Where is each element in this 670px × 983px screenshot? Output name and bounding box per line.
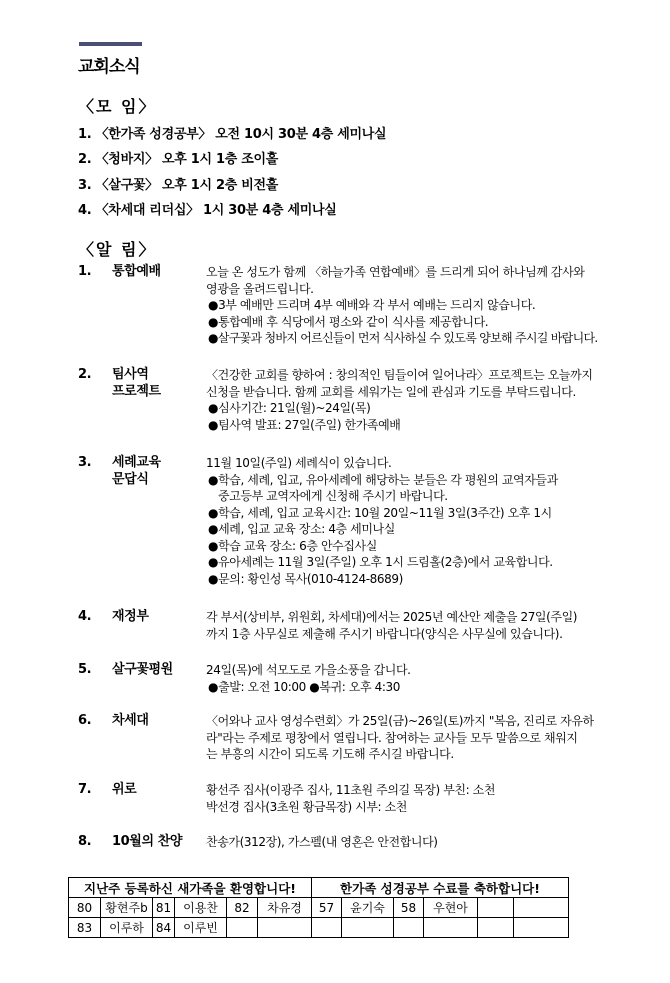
notice-body (206, 713, 626, 763)
notice-label: 재정부 (112, 609, 149, 624)
notice-line: 찬송가(312장), 가스펠(내 영혼은 안전합니다) (206, 835, 438, 849)
notice-number: 4. (78, 609, 92, 624)
notice-bullet: ●문의: 황인성 목사(010-4124-8689) (208, 571, 403, 586)
welcome-table (68, 877, 569, 938)
table-cell: 이루빈 (175, 918, 227, 938)
table-cell: 84 (153, 918, 175, 938)
meeting-item: 1. 〈한가족 성경공부〉 오전 10시 30분 4층 세미나실 (78, 127, 387, 142)
notice-line: 각 부서(상비부, 위원회, 차세대)에서는 2025년 예산안 제출을 27일(주일) (206, 610, 578, 624)
notice-bullet: ●학습, 세례, 입교, 유아세례에 해당하는 분들은 각 평원의 교역자들과 (208, 472, 558, 487)
table-cell (258, 918, 312, 938)
notice-number: 2. (78, 367, 92, 382)
notice-bullet: ●통합예배 후 식당에서 평소와 같이 식사를 제공합니다. (208, 314, 489, 329)
notice-body (206, 662, 626, 695)
bible-study-header: 한가족 성경공부 수료를 축하합니다! (312, 878, 569, 898)
notice-body (206, 834, 626, 851)
notice-label: 팀사역 (112, 367, 149, 382)
table-cell (514, 918, 569, 938)
notice-bullet: ●유아세례는 11월 3일(주일) 오후 1시 드림홀(2층)에서 교육합니다. (208, 555, 553, 569)
notice-line: 〈어와나 교사 영성수련회〉가 25일(금)~26일(토)까지 "복음, 진리로 자유하 (206, 714, 594, 728)
notice-line: 황선주 집사(이광주 집사, 11초원 주의길 목장) 부친: 소천 (206, 783, 496, 797)
notice-body (206, 609, 626, 642)
notice-line: 라"라는 주제로 평창에서 열립니다. 참여하는 교사들 모두 말씀으로 채워지 (206, 730, 578, 745)
notice-number: 7. (78, 782, 92, 797)
notices-heading: 〈알 림〉 (78, 240, 157, 259)
notice-bullet: ●팀사역 발표: 27일(주일) 한가족예배 (208, 417, 401, 432)
table-cell: 57 (312, 898, 342, 918)
notice-label: 차세대 (112, 713, 149, 728)
notice-number: 8. (78, 834, 92, 849)
title-accent-bar (79, 42, 142, 46)
table-cell: 80 (69, 898, 101, 918)
notice-label: 위로 (112, 782, 137, 797)
notice-body (206, 782, 626, 815)
notice-bullet: ●살구꽃과 청바지 어르신들이 먼저 식사하실 수 있도록 양보해 주시길 바랍니다. (208, 331, 598, 345)
table-cell (424, 918, 478, 938)
notice-label-2: 프로젝트 (112, 383, 161, 399)
table-row (69, 898, 569, 918)
page-title: 교회소식 (78, 57, 140, 77)
notice-line: 중고등부 교역자에게 신청해 주시기 바랍니다. (218, 489, 448, 503)
notice-bullet: ●출발: 오전 10:00 ●복귀: 오후 4:30 (208, 679, 400, 694)
notice-line: 11월 10일(주일) 세례식이 있습니다. (206, 456, 392, 470)
table-cell: 58 (394, 898, 424, 918)
table-cell: 이루하 (101, 918, 153, 938)
notice-body (206, 367, 626, 433)
table-cell (478, 918, 514, 938)
notice-label: 10월의 찬양 (112, 834, 183, 849)
notice-line: 박선경 집사(3초원 황금목장) 시부: 소천 (206, 799, 407, 814)
table-cell (514, 898, 569, 918)
notice-label: 통합예배 (112, 264, 161, 279)
notice-body (206, 264, 626, 347)
notice-body (206, 455, 626, 587)
notice-bullet: ●학습 교육 장소: 6층 안수집사실 (208, 538, 377, 553)
table-cell: 우현아 (424, 898, 478, 918)
table-cell: 윤기숙 (342, 898, 394, 918)
notice-label: 세례교육 (112, 455, 161, 470)
table-cell: 이용찬 (175, 898, 227, 918)
notice-label: 살구꽃평원 (112, 662, 173, 677)
notice-number: 3. (78, 455, 92, 470)
meeting-item: 4. 〈차세대 리더십〉 1시 30분 4층 세미나실 (78, 203, 337, 218)
notice-line: 는 부흥의 시간이 되도록 기도해 주시길 바랍니다. (206, 747, 454, 761)
notice-line: 오늘 온 성도가 함께 〈하늘가족 연합예배〉를 드리게 되어 하나님께 감사와 (206, 265, 585, 279)
notice-line: 24일(목)에 석모도로 가을소풍을 갑니다. (206, 663, 411, 677)
notice-label-2: 문답식 (112, 471, 149, 487)
meeting-item: 2. 〈청바지〉 오후 1시 1층 조이홀 (78, 152, 278, 167)
notice-number: 1. (78, 264, 92, 279)
table-cell (312, 918, 342, 938)
notice-line: 신청을 받습니다. 함께 교회를 세워가는 일에 관심과 기도를 부탁드립니다. (206, 384, 576, 399)
table-row (69, 918, 569, 938)
table-cell: 82 (227, 898, 258, 918)
notice-bullet: ●세례, 입교 교육 장소: 4층 세미나실 (208, 522, 395, 536)
notice-number: 6. (78, 713, 92, 728)
table-cell (342, 918, 394, 938)
table-cell (227, 918, 258, 938)
table-cell: 83 (69, 918, 101, 938)
notice-number: 5. (78, 662, 92, 677)
notice-line: 까지 1층 사무실로 제출해 주시기 바랍니다(양식은 사무실에 있습니다). (206, 626, 563, 641)
notice-bullet: ●3부 예배만 드리며 4부 예배와 각 부서 예배는 드리지 않습니다. (208, 298, 536, 312)
welcome-table-header-row (69, 878, 569, 898)
table-cell: 황현주b (101, 898, 153, 918)
table-cell: 81 (153, 898, 175, 918)
meetings-heading: 〈모 임〉 (78, 97, 157, 116)
notice-bullet: ●심사기간: 21일(월)~24일(목) (208, 401, 371, 415)
notice-line: 〈건강한 교회를 향하여 : 창의적인 팀들이여 일어나라〉프로젝트는 오늘까지 (206, 368, 593, 382)
table-cell: 차유경 (258, 898, 312, 918)
meeting-item: 3. 〈살구꽃〉 오후 1시 2층 비전홀 (78, 178, 278, 193)
table-cell (478, 898, 514, 918)
table-cell (394, 918, 424, 938)
notice-line: 영광을 올려드립니다. (206, 281, 314, 296)
notice-bullet: ●학습, 세례, 입교 교육시간: 10월 20일~11월 3일(3주간) 오후 1시 (208, 505, 552, 520)
new-family-header: 지난주 등록하신 새가족을 환영합니다! (69, 878, 312, 898)
